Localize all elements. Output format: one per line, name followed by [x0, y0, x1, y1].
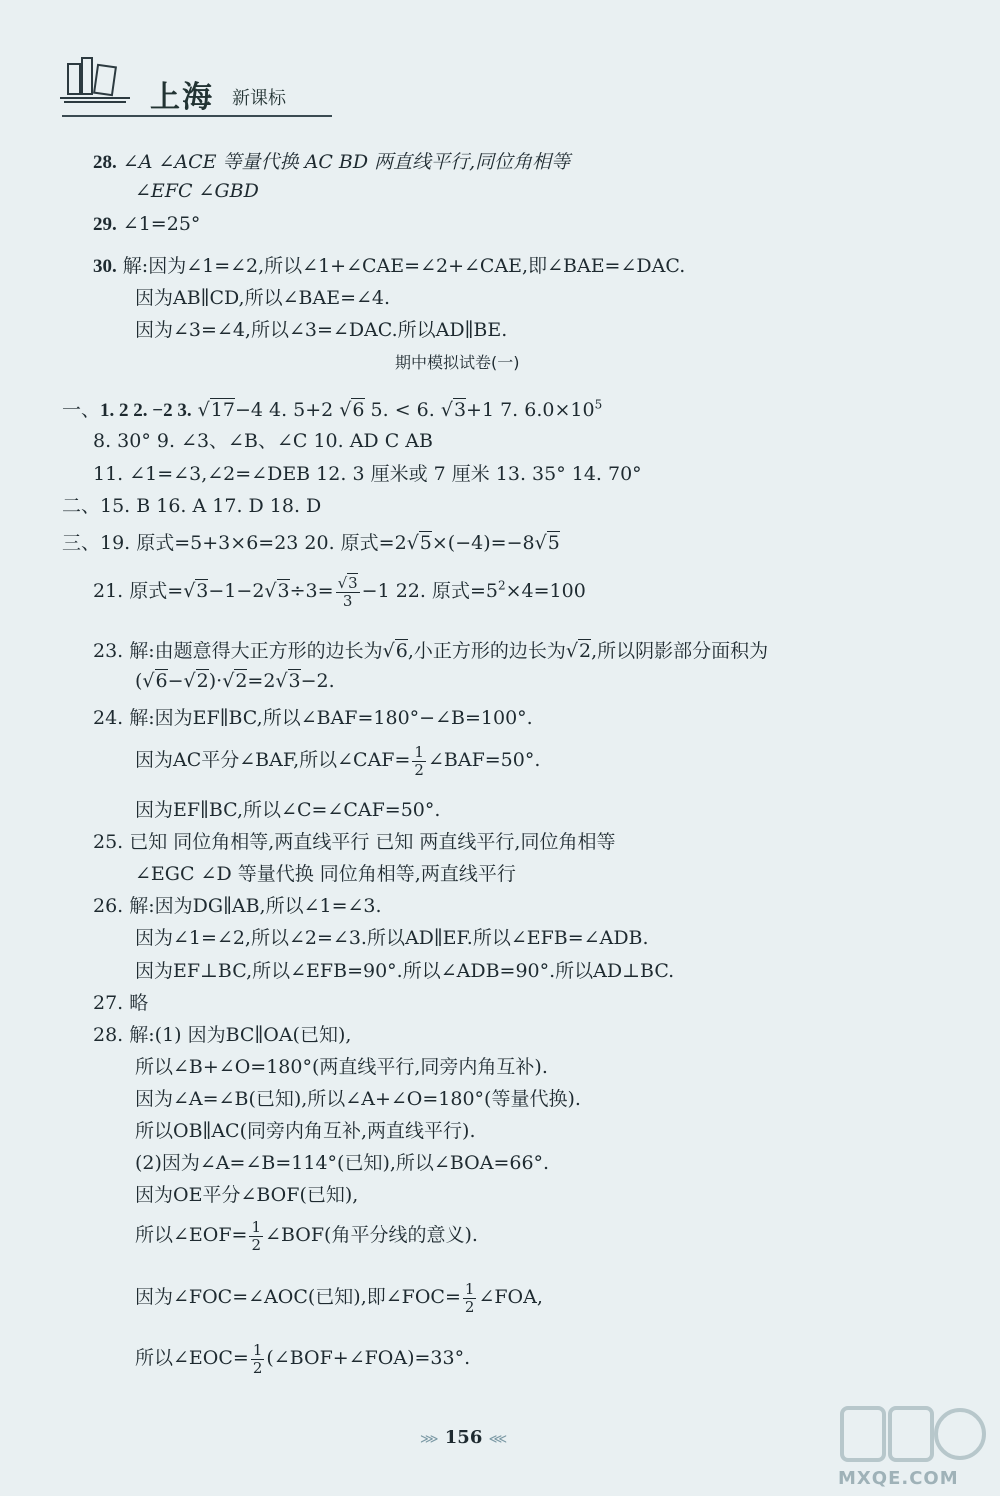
radicand: 6	[155, 670, 168, 692]
header-divider	[62, 115, 332, 117]
answer-text: 因为AC平分∠BAF,所以∠CAF=	[135, 749, 411, 771]
answer-text: −	[167, 670, 184, 692]
answer-28b-line8	[135, 1277, 543, 1317]
exponent: 2	[497, 578, 506, 593]
answer-text: ∠1=25°	[122, 213, 201, 235]
answer-text: 所以∠EOC=	[135, 1347, 249, 1369]
fraction	[463, 1281, 477, 1316]
header-title: 上海	[150, 80, 214, 115]
page-footer	[420, 1427, 507, 1448]
answer-24: 24. 解:因为EF∥BC,所以∠BAF=180°−∠B=100°.	[93, 707, 533, 729]
answer-24-line2	[135, 740, 540, 780]
radicand: 3	[288, 670, 301, 692]
answer-24-line3: 因为EF∥BC,所以∠C=∠CAF=50°.	[135, 799, 441, 821]
radicand: 6	[352, 399, 365, 421]
page-number: 156	[444, 1427, 483, 1448]
fraction	[251, 1342, 265, 1377]
answer-text: ∠BOF(角平分线的意义).	[265, 1224, 478, 1246]
answer-26-line2: 因为∠1=∠2,所以∠2=∠3.所以AD∥EF.所以∠EFB=∠ADB.	[135, 927, 649, 949]
answers-row-4: 二、15. B 16. A 17. D 18. D	[62, 495, 322, 517]
fraction	[249, 1219, 263, 1254]
answer-28b-line2: 所以∠B+∠O=180°(两直线平行,同旁内角互补).	[135, 1056, 548, 1078]
answer-text: ,所以阴影部分面积为	[591, 640, 769, 662]
answer-28b-line4: 所以OB∥AC(同旁内角互补,两直线平行).	[135, 1120, 476, 1142]
denominator: 2	[414, 760, 424, 779]
answer-29	[93, 213, 200, 236]
answer-text: (	[135, 670, 143, 692]
answer-text: ×4=100	[505, 580, 586, 602]
numerator: 1	[251, 1217, 262, 1236]
denominator: 2	[464, 1297, 475, 1316]
answer-text: −1 22. 原式=5	[361, 580, 498, 602]
numerator: 3	[348, 573, 358, 592]
answer-text: ×(−4)=−8	[431, 532, 535, 554]
denominator: 2	[252, 1358, 263, 1377]
radicand: 3	[277, 580, 290, 602]
answer-28b-line9	[135, 1338, 470, 1378]
radicand: 2	[579, 640, 592, 662]
answer-28b-line5: (2)因为∠A=∠B=114°(已知),所以∠BOA=66°.	[135, 1152, 550, 1174]
exponent: 5	[594, 397, 603, 412]
answer-text: 因为∠FOC=∠AOC(已知),即∠FOC=	[135, 1286, 461, 1308]
answer-30-line3: 因为∠3=∠4,所以∠3=∠DAC.所以AD∥BE.	[135, 319, 508, 341]
radicand: 2	[196, 670, 209, 692]
denominator: 2	[251, 1235, 262, 1254]
book-logo-icon	[60, 54, 130, 104]
answer-23: 23. 解:由题意得大正方形的边长为√6,小正方形的边长为√2,所以阴影部分面积为	[93, 640, 769, 662]
answer-text: 21. 原式=	[93, 580, 184, 602]
answer-28b-line7	[135, 1215, 478, 1255]
answer-text: 1. 2 2. −2 3.	[100, 400, 192, 421]
answer-text: 所以∠EOF=	[135, 1224, 248, 1246]
answer-text: 三、19. 原式=5+3×6=23 20. 原式=2	[62, 532, 407, 554]
section-label: 一、	[62, 399, 101, 421]
radicand: 6	[395, 640, 408, 662]
answer-text: ∠BAF=50°.	[427, 749, 541, 771]
answer-text: 解:因为∠1=∠2,所以∠1+∠CAE=∠2+∠CAE,即∠BAE=∠DAC.	[122, 255, 686, 277]
radicand: 17	[210, 399, 235, 421]
fraction	[412, 744, 426, 779]
answer-text: (∠BOF+∠FOA)=33°.	[266, 1347, 471, 1369]
answer-26: 26. 解:因为DG∥AB,所以∠1=∠3.	[93, 895, 382, 917]
numerator: 1	[414, 742, 424, 761]
answer-text: +1 7. 6.0×10	[466, 399, 595, 421]
answer-text: 5. < 6.	[364, 399, 435, 421]
radicand: 3	[196, 580, 209, 602]
question-number: 30.	[93, 256, 117, 277]
answer-23-line2: (√6−√2)·√2=2√3−2.	[135, 670, 335, 692]
numerator: 1	[464, 1279, 475, 1298]
answer-text: −4 4. 5+2	[234, 399, 334, 421]
header-subtitle: 新课标	[232, 88, 286, 109]
answer-28b-line6: 因为OE平分∠BOF(已知),	[135, 1184, 359, 1206]
answer-text: −1−2	[208, 580, 265, 602]
answer-text: −2.	[300, 670, 335, 692]
answer-text: ∠FOA,	[478, 1286, 543, 1308]
answer-30-line2: 因为AB∥CD,所以∠BAE=∠4.	[135, 287, 391, 309]
radicand: 2	[235, 670, 248, 692]
question-number: 28.	[93, 152, 117, 173]
answer-25-line2: ∠EGC ∠D 等量代换 同位角相等,两直线平行	[135, 863, 516, 885]
answer-28-line2: ∠EFC ∠GBD	[135, 180, 259, 202]
answer-26-line3: 因为EF⊥BC,所以∠EFB=90°.所以∠ADB=90°.所以AD⊥BC.	[135, 960, 675, 982]
answer-28b-line3: 因为∠A=∠B(已知),所以∠A+∠O=180°(等量代换).	[135, 1088, 581, 1110]
denominator: 3	[342, 591, 353, 610]
answers-row-6: 21. 原式=√3−1−2√3÷3= $\frac{√3}{3}$ −1 22. 原式$=5^2\times 4=100$	[93, 573, 586, 610]
right-arrows-icon: ⋘	[488, 1432, 508, 1447]
left-arrows-icon: ⋙	[420, 1432, 439, 1447]
fraction: $\frac{√3}{3}$	[337, 573, 358, 610]
answer-text: =2	[247, 670, 276, 692]
answers-row-3: 11. ∠1=∠3,∠2=∠DEB 12. 3 厘米或 7 厘米 13. 35° 14. 70°	[93, 463, 642, 485]
answers-row-2: 8. 30° 9. ∠3、∠B、∠C 10. AD C AB	[93, 430, 433, 452]
numerator: 1	[252, 1340, 263, 1359]
answer-28b: 28. 解:(1) 因为BC∥OA(已知),	[93, 1024, 352, 1046]
answer-text: 23. 解:由题意得大正方形的边长为	[93, 640, 383, 662]
answers-row-1: 一、1. 2 2. −2 3. √17−4 4. 5+2 √6 5. < 6. √3+1 7. $6.0\times 10^5$	[62, 397, 603, 421]
answers-row-5: 三、19. 原式=5+3×6=23 20. 原式=2√5×(−4)=−8√5	[62, 532, 560, 554]
watermark-text: MXQE.COM	[838, 1468, 959, 1489]
answer-25: 25. 已知 同位角相等,两直线平行 已知 两直线平行,同位角相等	[93, 831, 616, 853]
section-heading: 期中模拟试卷(一)	[395, 353, 520, 372]
answer-28	[93, 147, 570, 174]
radicand: 3	[453, 399, 467, 421]
radicand: 5	[419, 532, 432, 554]
answer-text: ÷3=	[289, 580, 334, 602]
answer-30	[93, 251, 685, 278]
answer-text: )·	[208, 670, 223, 692]
answer-27: 27. 略	[93, 992, 149, 1014]
radicand: 5	[547, 532, 560, 554]
answer-text: ∠A ∠ACE 等量代换 AC BD 两直线平行,同位角相等	[122, 151, 571, 173]
answer-text: ,小正方形的边长为	[407, 640, 566, 662]
question-number: 29.	[93, 214, 117, 235]
